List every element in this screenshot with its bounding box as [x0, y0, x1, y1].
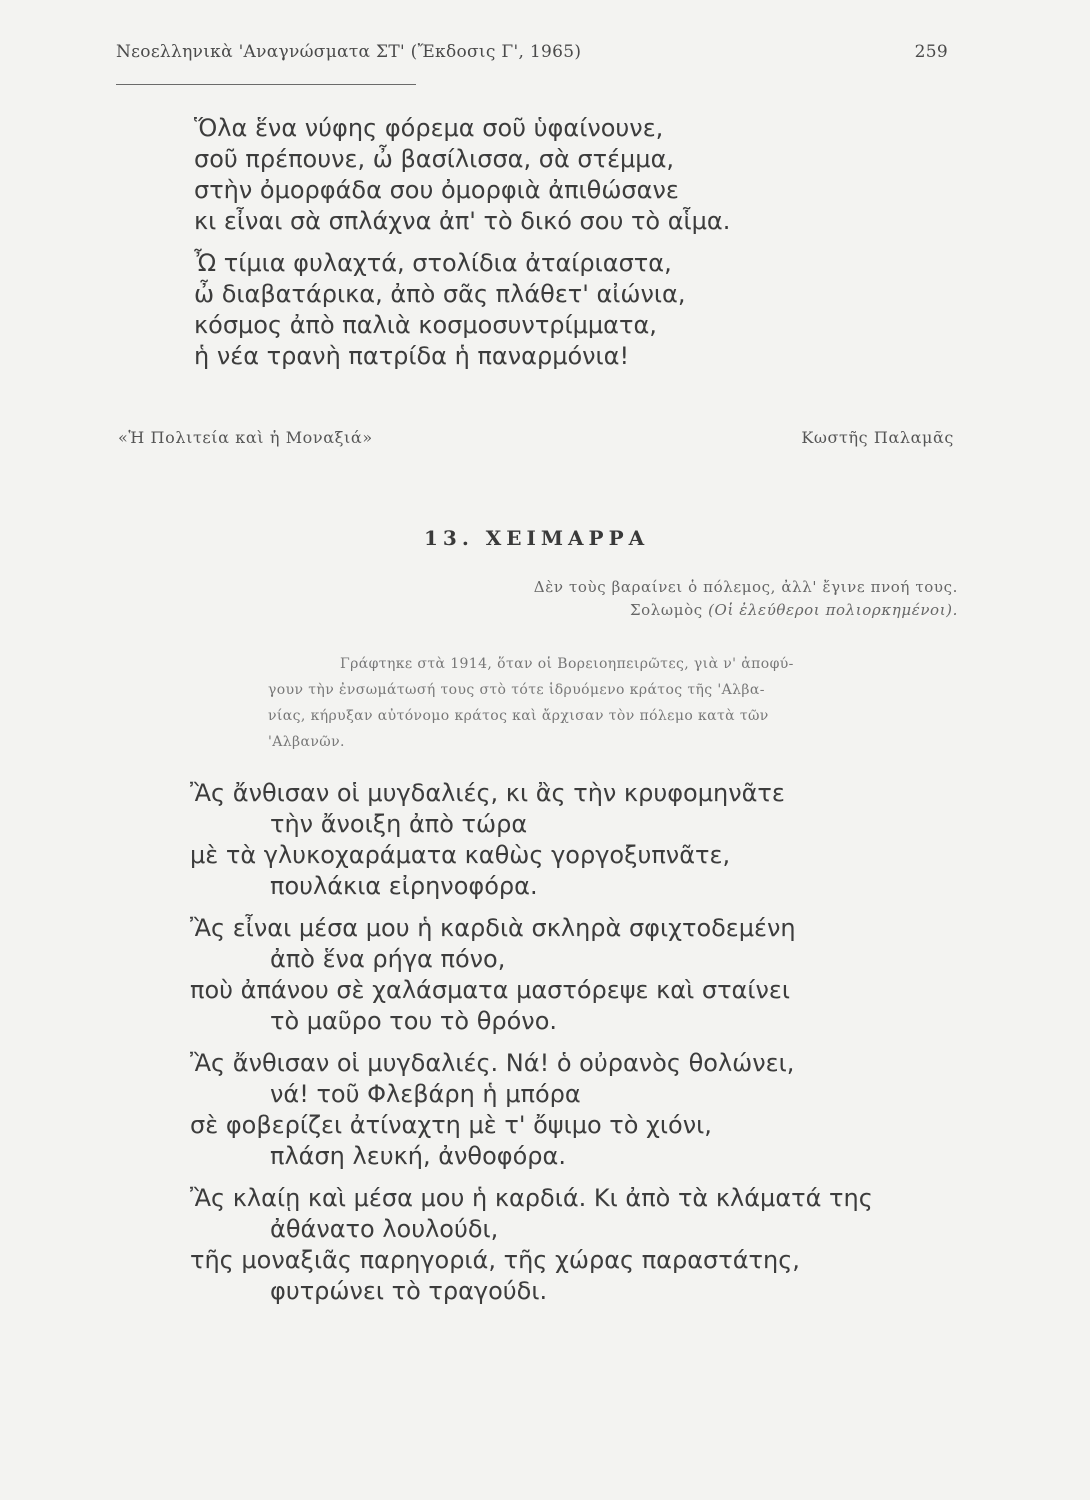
verse-line: νά! τοῦ Φλεβάρη ἡ μπόρα	[270, 1080, 581, 1108]
page-number: 259	[914, 42, 948, 62]
verse-line: ἡ νέα τρανὴ πατρίδα ἡ παναρμόνια!	[194, 342, 630, 370]
verse-line: Ἂς κλαίῃ καὶ μέσα μου ἡ καρδιά. Κι ἀπὸ τὰ κλάματά της	[190, 1184, 873, 1212]
verse-line: τὴν ἄνοιξη ἀπὸ τώρα	[270, 810, 528, 838]
verse-line: ἀπὸ ἕνα ρήγα πόνο,	[270, 945, 506, 973]
source-title: «Ἡ Πολιτεία καὶ ἡ Μοναξιά»	[118, 428, 373, 447]
verse-line: Ὅλα ἕνα νύφης φόρεμα σοῦ ὑφαίνουνε,	[194, 114, 664, 142]
epigraph-attribution	[630, 601, 958, 619]
intro-note	[268, 651, 958, 755]
verse-line: ὦ διαβατάρικα, ἀπὸ σᾶς πλάθετ' αἰώνια,	[194, 280, 686, 308]
note-line: 'Αλβανῶν.	[268, 734, 345, 750]
epigraph: Δὲν τοὺς βαραίνει ὁ πόλεμος, ἀλλ' ἔγινε πνοή τους.	[533, 578, 958, 596]
verse-line: ἀθάνατο λουλούδι,	[270, 1215, 499, 1243]
running-header	[116, 42, 948, 62]
verse-line: πλάση λευκή, ἀνθοφόρα.	[270, 1142, 566, 1170]
poem-cheimarra	[190, 778, 873, 1307]
verse-line: Ἂς εἶναι μέσα μου ἡ καρδιὰ σκληρὰ σφιχτοδεμένη	[190, 914, 796, 942]
verse-line: στὴν ὀμορφάδα σου ὀμορφιὰ ἀπιθώσανε	[194, 176, 679, 204]
verse-line: κι εἶναι σὰ σπλάχνα ἀπ' τὸ δικό σου τὸ αἷμα.	[194, 207, 731, 235]
verse-line: κόσμος ἀπὸ παλιὰ κοσμοσυντρίμματα,	[194, 311, 657, 339]
header-rule	[116, 84, 416, 85]
verse-line: τῆς μοναξιᾶς παρηγοριά, τῆς χώρας παραστάτης,	[190, 1246, 800, 1274]
verse-line: σὲ φοβερίζει ἀτίναχτη μὲ τ' ὄψιμο τὸ χιόνι,	[190, 1111, 712, 1139]
verse-line: Ἂς ἄνθισαν οἱ μυγδαλιές. Νά! ὁ οὐρανὸς θολώνει,	[190, 1049, 795, 1077]
note-line: νίας, κήρυξαν αὐτόνομο κράτος καὶ ἄρχισαν τὸν πόλεμο κατὰ τῶν	[268, 708, 769, 724]
verse-line: φυτρώνει τὸ τραγούδι.	[270, 1277, 548, 1305]
running-title: Νεοελληνικὰ 'Αναγνώσματα ΣΤ' (Ἔκδοσις Γ', 1965)	[116, 42, 582, 62]
verse-line: ποὺ ἀπάνου σὲ χαλάσματα μαστόρεψε καὶ σταίνει	[190, 976, 790, 1004]
verse-line: πουλάκια εἰρηνοφόρα.	[270, 872, 538, 900]
note-line: γουν τὴν ἐνσωμάτωσή τους στὸ τότε ἱδρυόμενο κράτος τῆς 'Αλβα-	[268, 682, 765, 698]
verse-line: τὸ μαῦρο του τὸ θρόνο.	[270, 1007, 558, 1035]
verse-line: σοῦ πρέπουνε, ὦ βασίλισσα, σὰ στέμμα,	[194, 145, 675, 173]
author-name: Κωστῆς Παλαμᾶς	[801, 428, 954, 447]
section-title: 13. ΧΕΙΜΑΡΡΑ	[424, 526, 650, 550]
poem-top	[194, 113, 730, 372]
note-line: Γράφτηκε στὰ 1914, ὅταν οἱ Βορειοηπειρῶτες, γιὰ ν' ἀποφύ-	[340, 656, 794, 672]
verse-line: μὲ τὰ γλυκοχαράματα καθὼς γοργοξυπνᾶτε,	[190, 841, 731, 869]
verse-line: Ὦ τίμια φυλαχτά, στολίδια ἀταίριαστα,	[194, 249, 672, 277]
epigraph-author: Σολωμὸς	[629, 601, 703, 619]
verse-line: Ἂς ἄνθισαν οἱ μυγδαλιές, κι ἂς τὴν κρυφομηνᾶτε	[190, 779, 785, 807]
epigraph-work: (Οἱ ἐλεύθεροι πολιορκημένοι).	[708, 601, 958, 619]
